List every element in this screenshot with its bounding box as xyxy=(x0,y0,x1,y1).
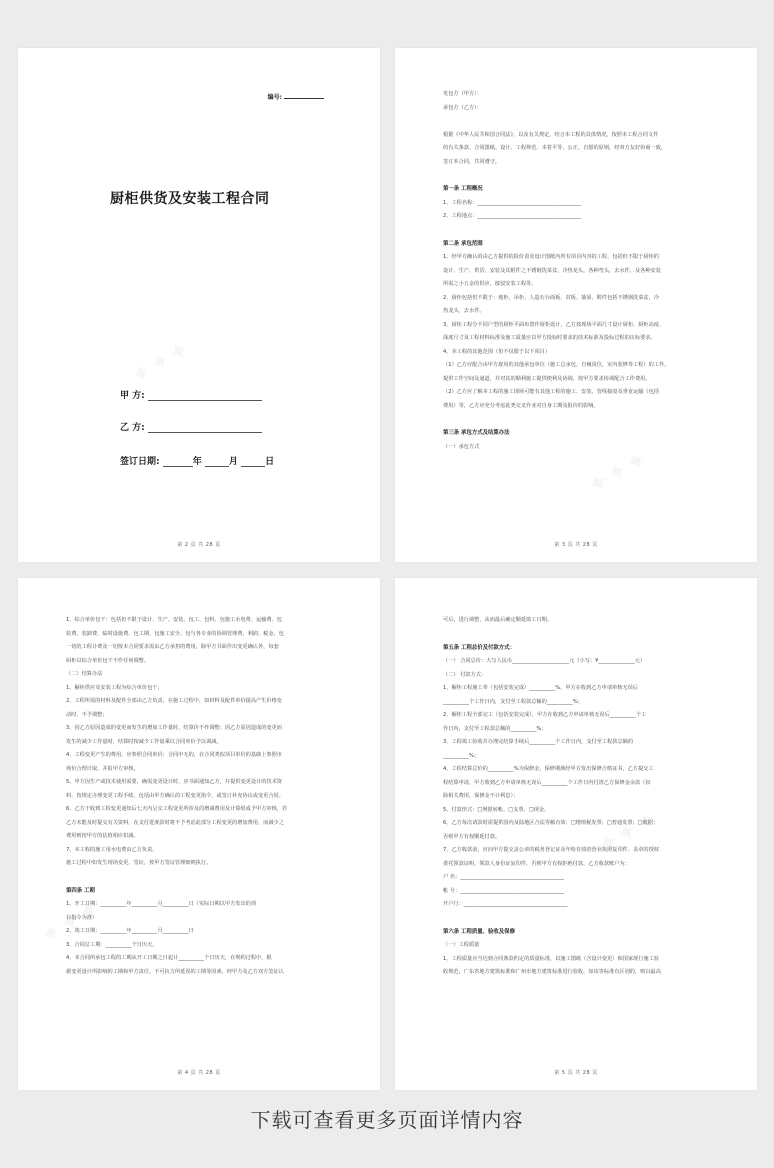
text-line: 费用）等，乙方应充分考虑此类交叉作业对自身工期及报价的影响。 xyxy=(443,402,599,409)
text-line: 2、橱柜工程全部完工（包括安装完成），甲方在收到乙方申请单核无误后__________个工 xyxy=(443,712,647,718)
text-line: 2、厨柜包括但不限于：地柜、吊柜、人造石台面板、封板、抽屉、附件包括不锈钢洗菜盆，冷 xyxy=(443,294,659,301)
text-line: 承包方（乙方）： xyxy=(443,104,482,111)
text-line: 目指令为准） xyxy=(66,914,98,921)
month-blank xyxy=(205,457,229,467)
month-label: 月 xyxy=(228,457,238,467)
text-line: 2、工程所需的材料及配件全部由乙方负责，在施工过程中，如材料及配件单价提高产生价格变 xyxy=(66,698,282,704)
section-heading: 第四条 工期 xyxy=(66,887,95,894)
text-line: 动时，不予调整； xyxy=(66,711,108,718)
page-body xyxy=(66,614,336,979)
section-heading: 第一条 工程概况 xyxy=(443,186,483,192)
text-line: 1、橱柜工程施工率（包括安装完成）__________%，甲方在收到乙方申请单核无误后 xyxy=(443,685,638,691)
text-line: 6、乙方于收到工程变更通知后七天内呈交工程变更所涉及的增减费用及计算组成予甲方审核，若 xyxy=(66,806,288,812)
text-line: 7、本工程的施工用水电费由乙方负责。 xyxy=(66,846,158,853)
text-line: 厨柜以综合单价包干不作任何调整。 xyxy=(66,657,150,664)
page-body xyxy=(443,614,713,980)
text-line: 3、合同总工期：__________个日历天。 xyxy=(66,941,158,948)
page-body xyxy=(443,88,713,454)
text-line: 据变更设计所影响的工期和甲方责任，不可抗力所延误的工期等因素，经甲方及乙方双方签证认 xyxy=(66,968,284,975)
text-line: 提供工作空间及通道，并对其的顺利施工提供便利及协调，按甲方要求协调配合工作费用。 xyxy=(443,375,651,382)
text-line: 发生的减少工作量时，结算时按减少工作量乘以合同单价予以调减。 xyxy=(66,738,222,745)
text-line: 签订本合同，共同遵守。 xyxy=(443,158,501,165)
text-line: 1、工程名称：________________________________________ xyxy=(443,199,582,206)
text-line: 5、付款形式：□网银转帐、□支票、□现金。 xyxy=(443,806,550,813)
page-number: 第 5 页 共 28 页 xyxy=(554,1070,598,1076)
text-line: 乙方未能及时提交有关资料，在支付进度款时将不予考虑此部分工程变更的增加费用，而减少之 xyxy=(66,819,284,826)
text-line: 费用则按甲方的估值相应扣减。 xyxy=(66,833,139,839)
text-line: 2、竣工日期：__________年__________月__________日 xyxy=(66,928,194,934)
text-line: 装费、装卸费、临时设施费、包工期、包施工安全、包与各专业的协调管理费、利润、税金、包 xyxy=(66,630,284,637)
cover-page xyxy=(18,48,380,562)
text-line: 否则甲方有权顺延付款。 xyxy=(443,833,501,840)
party-b-blank xyxy=(148,423,262,433)
text-line: 作日内，支付至工程款总额的__________%； xyxy=(443,725,547,732)
text-line: 收规范，广东省地方建筑标准和广州市地方建筑标准进行验收，如该等标准有区别的，则以最高 xyxy=(443,969,661,975)
document-title: 厨柜供货及安装工程合同 xyxy=(110,191,270,207)
watermark xyxy=(125,334,197,393)
text-line: （2）乙方应了解本工程的施工现场可能有其他工程的施工、安装、管线接驳及垂直运输（包括 xyxy=(443,389,659,395)
contract-page-5 xyxy=(395,578,757,1090)
text-line: 场价合理计取，并报甲方审核。 xyxy=(66,765,139,772)
year-blank xyxy=(163,457,193,467)
contract-number xyxy=(268,92,324,101)
party-a-field xyxy=(120,388,262,401)
text-line: 4、本合同所承包工程的工期从开工日期之日起计__________个日历天，在规约过程中，根 xyxy=(66,955,272,961)
text-line: 所需之小五金的供应、接驳安装工程等。 xyxy=(443,281,537,287)
text-line: 4、本工程的其他范围（但不仅限于以下项目） xyxy=(443,348,551,355)
contract-page-3 xyxy=(395,48,757,562)
party-a-blank xyxy=(148,391,262,401)
text-line xyxy=(443,115,713,129)
year-label: 年 xyxy=(192,457,202,467)
party-b-field xyxy=(120,420,262,433)
text-line: 的有关条款、合同图纸、设计、工程规范、本着平等、公正、自愿的原则，经双方友好协商一致， xyxy=(443,145,667,151)
party-b-label: 乙 方: xyxy=(120,423,145,433)
text-line: 3、厨柜工程分不同户型的厨柜平面布置作厨柜设计，乙方按现场平面尺寸设计厨柜，厨柜高度、 xyxy=(443,321,665,328)
text-line: 料，按规定办理变更工程手续，包括由甲方确认的工程变更指令，或签订补充协议或变更合同。 xyxy=(66,792,284,799)
text-line: 设计、生产、供货、安装及其附件之不锈钢洗菜盆，冷热龙头，各种弯头，去水件，及各种安装 xyxy=(443,267,661,274)
text-line: 深度尺寸及工程材料标准及施工质量应以甲方投标时要求的技术标准及投标过程的议标要求。 xyxy=(443,335,656,341)
text-line: 1、工程质量应当达到合同条款约定的质量标准，以施工图纸（含设计变更）和国家现行施工验 xyxy=(443,955,659,962)
download-caption: 下载可查看更多页面详情内容 xyxy=(250,1108,524,1132)
text-line: 5、甲方因生产或技术使用需要，确需变更设计时，应书面通知乙方，并提供变更设计的技术资 xyxy=(66,779,282,785)
day-label: 日 xyxy=(265,457,275,467)
section-heading: 第三条 承包方式及结算办法 xyxy=(443,430,510,436)
text-line: 一切的工程计费及一切按本合同要求需由乙方承担的费用，除甲方书面作出变更确认外，每套 xyxy=(66,644,279,650)
day-blank xyxy=(241,457,265,467)
text-line: 1、开工日期：__________年__________月__________日（实际日期以甲方发出的项 xyxy=(66,901,257,907)
text-line: 除相关费用，保修金不计利息）； xyxy=(443,793,519,799)
text-line: 根据《中华人民共和国合同法》，以及有关规定，结合本工程的具体情况，按照本工程合同文件 xyxy=(443,131,659,138)
text-line: 施工过程中如发生现场变更、签证，按甲方签证管理细则执行。 xyxy=(66,860,212,866)
text-line: 4、工程结算总价的__________%为保修金，保修期满经甲方发出保修合格证书，乙方提交工 xyxy=(443,766,654,772)
text-line: 户 名：________________________________________ xyxy=(443,874,564,880)
page-number: 第 2 页 共 28 页 xyxy=(177,542,221,548)
section-heading: 第二条 承包范围 xyxy=(443,240,483,247)
text-line: 可后，进行调整，从而最后确定顺延竣工日期。 xyxy=(443,617,552,623)
text-line: 热龙头，去水件。 xyxy=(443,308,485,314)
page-number: 第 4 页 共 28 页 xyxy=(177,1070,221,1076)
text-line: （二）结算办法 xyxy=(66,671,103,677)
text-line: 1、经甲方确认的由乙方提供的报价表及设计图纸内所有项目内容的工程，包括但不限于厨柜的 xyxy=(443,254,659,260)
text-line: 6、乙方每次请款时需提供国内及陆地区合法等额有效：□增值税发票；□普通发票；□收据； xyxy=(443,820,659,826)
page-number: 第 3 页 共 28 页 xyxy=(554,542,598,548)
text-line: （一） 合同总价：大写人民币______________________元（小写：¥______________元） xyxy=(443,658,646,664)
number-blank xyxy=(284,93,324,99)
text-line: 发包方（甲方）： xyxy=(443,91,482,97)
text-line: 委托领款证明、领款人身份证复印件，否则甲方有权拒绝付款。乙方收款账户为： xyxy=(443,860,630,867)
text-line: 7、乙方收款前，应向甲方提交盖公章的税务登记证及年检有效的营业执照复印件、盖章的授权 xyxy=(443,847,659,853)
text-line: （二） 付款方式： xyxy=(443,671,487,678)
text-line: （一）承包方式 xyxy=(443,443,480,450)
text-line: 3、因乙方原因造成的变更而发生的增加工作量时，结算价不作调整；因乙方原因造成的变更而 xyxy=(66,725,282,731)
text-line: （一）工程质量 xyxy=(443,942,480,948)
number-label: 编号: xyxy=(267,94,282,101)
text-line: （1）乙方应配合由甲方雇用的其他承包单位（施工总承包，自械岗位，室内装修等工程）的工作， xyxy=(443,362,670,368)
text-line: __________%； xyxy=(443,752,480,759)
text-line: 程结算申请，甲方收到乙方申请单核无误后__________个工作日内付清乙方保修金余款（扣 xyxy=(443,779,651,786)
text-line: 开户行：________________________________________ xyxy=(443,901,568,907)
text-line: 1、综合单价包干：包括但不限于设计、生产、安装、包工、包料、包施工水电费、运输费、包 xyxy=(66,617,282,623)
text-line: 4、工程变更产生的费用，应参照合同单价；合同中无的，在合同类似项目单价的基础上参照市 xyxy=(66,752,282,758)
sign-date-field xyxy=(120,454,274,467)
sign-date-label: 签订日期: xyxy=(120,457,160,467)
text-line: 3、工程竣工验收并办理完结算手续后__________个工作日内，支付至工程款总额的 xyxy=(443,739,634,745)
section-heading: 第六条 工程质量、验收及保修 xyxy=(443,928,515,935)
contract-page-4 xyxy=(18,578,380,1090)
text-line: 帐 号：________________________________________ xyxy=(443,887,564,894)
text-line: __________个工作日内，支付至工程款总额的__________%； xyxy=(443,698,583,705)
text-line: 2、工程地点：________________________________________ xyxy=(443,213,582,219)
section-heading: 第五条 工程总价及付款方式： xyxy=(443,644,515,651)
text-line: 1、橱柜供应及安装工程为综合单价包干； xyxy=(66,684,163,691)
party-a-label: 甲 方: xyxy=(120,391,145,401)
